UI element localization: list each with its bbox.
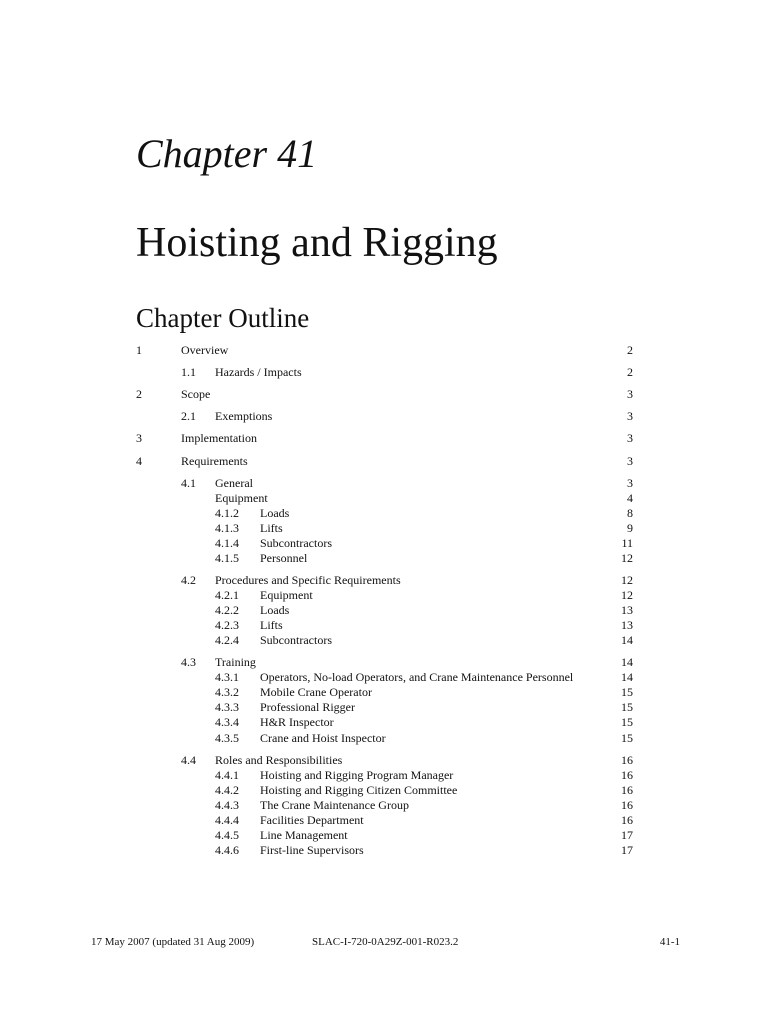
toc-entry-page: 16 [621, 753, 633, 767]
toc-entry-number: 4.3.4 [215, 715, 239, 729]
toc-entry-page: 9 [627, 521, 633, 535]
toc-entry-title: Requirements [181, 454, 248, 468]
toc-entry [0, 798, 633, 813]
toc-entry-title: Operators, No-load Operators, and Crane Maintenance Personnel [260, 670, 574, 684]
toc-entry-title: Training [215, 655, 256, 669]
toc-entry-title: Procedures and Specific Requirements [215, 573, 401, 587]
toc-entry-number: 4.2.3 [215, 618, 239, 632]
toc-entry-number: 4.3.3 [215, 700, 239, 714]
toc-entry-title: H&R Inspector [260, 715, 334, 729]
toc-entry-page: 3 [627, 476, 633, 490]
toc-entry-number: 4.2.1 [215, 588, 239, 602]
toc-entry [0, 715, 633, 730]
footer-date: 17 May 2007 (updated 31 Aug 2009) [91, 936, 255, 948]
toc-entry-number: 4.4.6 [215, 843, 239, 857]
toc-entry-title: Overview [181, 343, 229, 357]
toc-entry-number: 4.2.2 [215, 603, 239, 617]
toc-entry-number: 4.1.5 [215, 551, 239, 565]
toc-entry-page: 15 [621, 731, 633, 745]
toc-entry [0, 768, 633, 783]
toc-entry-title: Personnel [260, 551, 308, 565]
toc-entry-title: Facilities Department [260, 813, 364, 827]
toc-entry-title: Exemptions [215, 409, 273, 423]
toc-entry-title: Professional Rigger [260, 700, 355, 714]
toc-entry-page: 15 [621, 685, 633, 699]
toc-entry-title: Subcontractors [260, 633, 332, 647]
toc-entry-number: 4.1.2 [215, 506, 239, 520]
toc-entry-page: 16 [621, 783, 633, 797]
toc-entry-title: Equipment [260, 588, 313, 602]
chapter-label: Chapter 41 [136, 131, 318, 176]
toc-entry-number: 4.3.5 [215, 731, 239, 745]
toc-entry-page: 8 [627, 506, 633, 520]
toc-entry-title: Roles and Responsibilities [215, 753, 343, 767]
toc-entry [0, 731, 633, 746]
toc-entry [0, 813, 633, 828]
toc-entry-title: The Crane Maintenance Group [260, 798, 409, 812]
toc-entry [0, 700, 633, 715]
toc-entry-page: 15 [621, 700, 633, 714]
toc-entry-page: 2 [627, 343, 633, 357]
toc-entry [0, 409, 633, 424]
toc-entry [0, 573, 633, 588]
toc-entry-number: 4.2 [181, 573, 196, 587]
toc-entry [0, 521, 633, 536]
toc-entry-number: 2.1 [181, 409, 196, 423]
toc-entry-page: 12 [621, 573, 633, 587]
toc-entry-page: 16 [621, 798, 633, 812]
chapter-title: Hoisting and Rigging [136, 220, 498, 266]
toc-entry [0, 753, 633, 768]
toc-entry [0, 783, 633, 798]
toc-entry [0, 828, 633, 843]
toc-entry-number: 4.2.4 [215, 633, 239, 647]
toc-entry-title: Lifts [260, 618, 283, 632]
toc-entry-page: 13 [621, 618, 633, 632]
toc-entry [0, 655, 633, 670]
toc-entry [0, 618, 633, 633]
toc-entry-title: First-line Supervisors [260, 843, 364, 857]
toc-entry [0, 387, 633, 402]
toc-entry-page: 3 [627, 387, 633, 401]
toc-entry-number: 4.4.2 [215, 783, 239, 797]
toc-entry [0, 670, 633, 685]
toc-entry [0, 343, 633, 358]
toc-entry-title: Equipment [215, 491, 268, 505]
toc-entry [0, 603, 633, 618]
footer-page-number: 41-1 [659, 936, 680, 948]
toc-entry [0, 551, 633, 566]
toc-entry-number: 1.1 [181, 365, 196, 379]
toc-entry-page: 17 [621, 843, 633, 857]
toc-entry-title: General [215, 476, 253, 490]
toc-entry-page: 16 [621, 768, 633, 782]
toc-entry-page: 4 [627, 491, 633, 505]
toc-entry-title: Implementation [181, 431, 257, 445]
toc-entry [0, 588, 633, 603]
toc-entry-page: 14 [621, 633, 633, 647]
toc-entry-number: 1 [136, 343, 142, 357]
toc-entry-title: Loads [260, 603, 290, 617]
toc-entry-page: 2 [627, 365, 633, 379]
toc-entry-number: 4.4.3 [215, 798, 239, 812]
toc-entry [0, 476, 633, 491]
toc-entry-title: Crane and Hoist Inspector [260, 731, 386, 745]
toc-entry-number: 4.3 [181, 655, 196, 669]
toc-entry-page: 14 [621, 670, 633, 684]
footer-doc-id: SLAC-I-720-0A29Z-001-R023.2 [312, 936, 459, 948]
toc-entry-title: Line Management [260, 828, 348, 842]
toc-entry-title: Hazards / Impacts [215, 365, 302, 379]
toc-entry [0, 365, 633, 380]
toc-entry-page: 3 [627, 454, 633, 468]
toc-entry-title: Mobile Crane Operator [260, 685, 372, 699]
toc-entry-page: 17 [621, 828, 633, 842]
toc-entry-page: 12 [621, 551, 633, 565]
toc-entry-page: 12 [621, 588, 633, 602]
toc-entry [0, 843, 633, 858]
toc-entry-number: 4.4.1 [215, 768, 239, 782]
toc-entry-page: 14 [621, 655, 633, 669]
toc-entry-number: 4.3.1 [215, 670, 239, 684]
toc-entry-title: Scope [181, 387, 211, 401]
toc-entry-page: 13 [621, 603, 633, 617]
toc-entry-number: 4.1 [181, 476, 196, 490]
toc-entry-number: 4.3.2 [215, 685, 239, 699]
toc-entry-title: Loads [260, 506, 290, 520]
toc-entry-number: 3 [136, 431, 142, 445]
toc-entry-number: 4.1.4 [215, 536, 239, 550]
toc-entry-page: 3 [627, 431, 633, 445]
toc-entry [0, 491, 633, 506]
toc-entry-title: Subcontractors [260, 536, 332, 550]
toc-entry [0, 454, 633, 469]
outline-heading: Chapter Outline [136, 303, 310, 333]
toc-entry-number: 4.4.4 [215, 813, 239, 827]
toc-entry [0, 431, 633, 446]
toc-entry-page: 3 [627, 409, 633, 423]
toc-entry [0, 536, 633, 551]
toc-entry-page: 15 [621, 715, 633, 729]
toc-entry-number: 4.4.5 [215, 828, 239, 842]
toc-entry-number: 2 [136, 387, 142, 401]
toc-entry [0, 506, 633, 521]
toc-entry-title: Lifts [260, 521, 283, 535]
toc-entry [0, 685, 633, 700]
toc-entry-page: 11 [621, 536, 633, 550]
toc-entry-number: 4.4 [181, 753, 196, 767]
toc-entry-title: Hoisting and Rigging Citizen Committee [260, 783, 458, 797]
toc-entry-number: 4 [136, 454, 142, 468]
toc-entry-number: 4.1.3 [215, 521, 239, 535]
toc-entry [0, 633, 633, 648]
toc-entry-page: 16 [621, 813, 633, 827]
toc-entry-title: Hoisting and Rigging Program Manager [260, 768, 454, 782]
